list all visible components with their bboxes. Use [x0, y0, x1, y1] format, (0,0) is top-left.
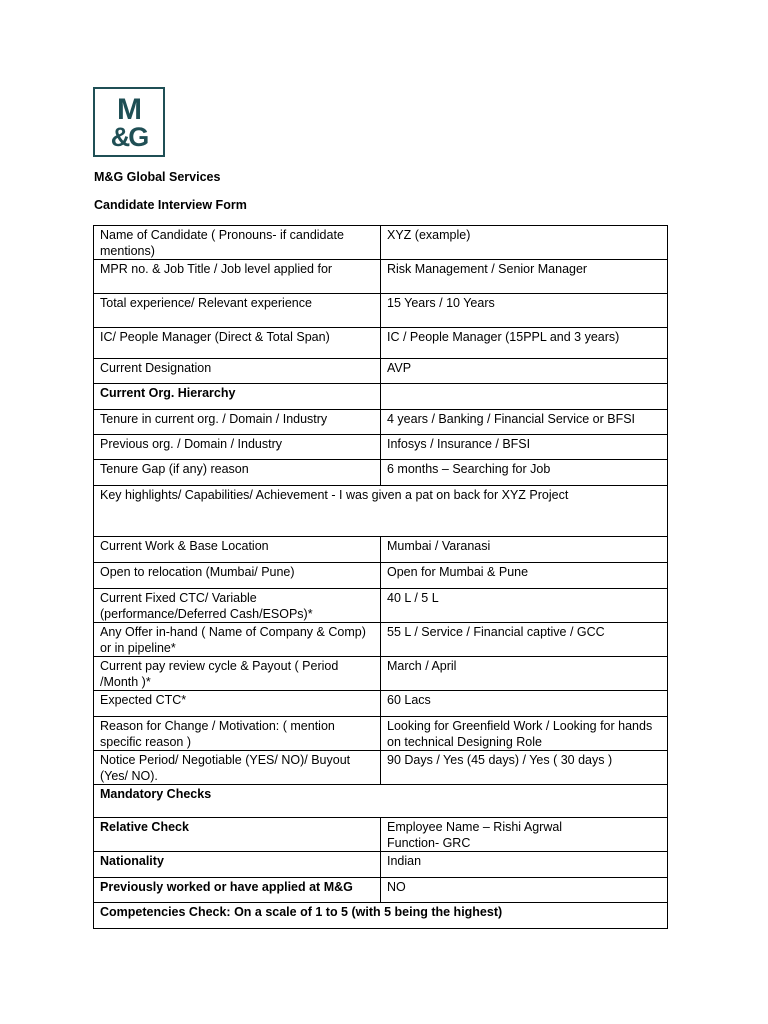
table-row: [94, 818, 668, 852]
relative-function: Function- GRC: [387, 836, 471, 850]
field-label: Current pay review cycle & Payout ( Period /Month )*: [94, 657, 381, 691]
table-row: [94, 294, 668, 328]
field-label: Current Work & Base Location: [94, 537, 381, 563]
field-label: MPR no. & Job Title / Job level applied for: [94, 260, 381, 294]
table-row: [94, 785, 668, 818]
field-value: 6 months – Searching for Job: [381, 460, 668, 486]
table-row: [94, 717, 668, 751]
field-label: Current Designation: [94, 359, 381, 384]
table-row: [94, 623, 668, 657]
field-label: Previous org. / Domain / Industry: [94, 435, 381, 460]
field-label: Notice Period/ Negotiable (YES/ NO)/ Buyout (Yes/ NO).: [94, 751, 381, 785]
field-label: Reason for Change / Motivation: ( mention specific reason ): [94, 717, 381, 751]
table-row: [94, 903, 668, 929]
field-label: IC/ People Manager (Direct & Total Span): [94, 328, 381, 359]
field-label: Any Offer in-hand ( Name of Company & Comp) or in pipeline*: [94, 623, 381, 657]
table-row: [94, 852, 668, 878]
field-value: March / April: [381, 657, 668, 691]
field-value: XYZ (example): [381, 226, 668, 260]
field-value: 40 L / 5 L: [381, 589, 668, 623]
field-label: Expected CTC*: [94, 691, 381, 717]
key-highlights: Key highlights/ Capabilities/ Achievement - I was given a pat on back for XYZ Project: [94, 486, 668, 537]
field-label: Name of Candidate ( Pronouns- if candidate mentions): [94, 226, 381, 260]
field-value: Looking for Greenfield Work / Looking for hands on technical Designing Role: [381, 717, 668, 751]
field-value: 60 Lacs: [381, 691, 668, 717]
field-value: Risk Management / Senior Manager: [381, 260, 668, 294]
field-value: AVP: [381, 359, 668, 384]
mg-logo: [93, 87, 165, 157]
table-row: [94, 537, 668, 563]
table-row: [94, 226, 668, 260]
table-row: [94, 410, 668, 435]
field-label: Relative Check: [94, 818, 381, 852]
company-name: M&G Global Services: [94, 170, 221, 184]
field-value: 15 Years / 10 Years: [381, 294, 668, 328]
field-value: IC / People Manager (15PPL and 3 years): [381, 328, 668, 359]
table-row: [94, 751, 668, 785]
field-value: Open for Mumbai & Pune: [381, 563, 668, 589]
form-title: Candidate Interview Form: [94, 198, 247, 212]
competencies-check-heading: Competencies Check: On a scale of 1 to 5 (with 5 being the highest): [94, 903, 668, 929]
field-label: Open to relocation (Mumbai/ Pune): [94, 563, 381, 589]
field-value: Indian: [381, 852, 668, 878]
field-label: Tenure Gap (if any) reason: [94, 460, 381, 486]
table-row: [94, 657, 668, 691]
table-row: [94, 878, 668, 903]
field-value: [381, 818, 668, 852]
logo-line-ag: &G: [110, 122, 148, 152]
mandatory-checks-heading: Mandatory Checks: [94, 785, 668, 818]
interview-form-table: [93, 225, 668, 929]
table-row: [94, 328, 668, 359]
relative-employee-name: Employee Name – Rishi Agrwal: [387, 820, 563, 834]
field-value: Infosys / Insurance / BFSI: [381, 435, 668, 460]
table-row: [94, 260, 668, 294]
section-label: Current Org. Hierarchy: [94, 384, 381, 410]
field-value: Mumbai / Varanasi: [381, 537, 668, 563]
table-row: [94, 563, 668, 589]
field-label: Previously worked or have applied at M&G: [94, 878, 381, 903]
field-label: Current Fixed CTC/ Variable (performance/Deferred Cash/ESOPs)*: [94, 589, 381, 623]
field-value: [381, 384, 668, 410]
table-row: [94, 359, 668, 384]
field-value: 55 L / Service / Financial captive / GCC: [381, 623, 668, 657]
field-value: 4 years / Banking / Financial Service or BFSI: [381, 410, 668, 435]
table-row: [94, 384, 668, 410]
table-row: [94, 691, 668, 717]
logo-line-m: M: [117, 93, 141, 126]
table-row: [94, 486, 668, 537]
table-row: [94, 460, 668, 486]
table-row: [94, 589, 668, 623]
field-label: Nationality: [94, 852, 381, 878]
field-label: Total experience/ Relevant experience: [94, 294, 381, 328]
field-value: 90 Days / Yes (45 days) / Yes ( 30 days ): [381, 751, 668, 785]
table-row: [94, 435, 668, 460]
field-value: NO: [381, 878, 668, 903]
field-label: Tenure in current org. / Domain / Industry: [94, 410, 381, 435]
